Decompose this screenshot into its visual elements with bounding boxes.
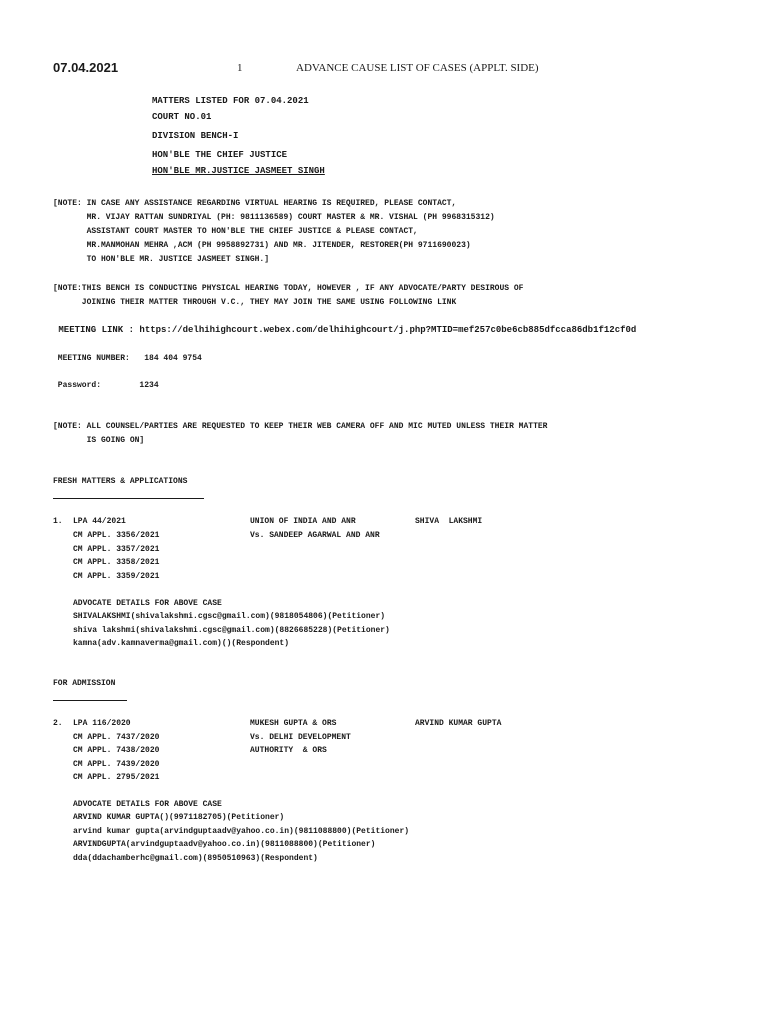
note-physical-hearing-line-1: [NOTE:THIS BENCH IS CONDUCTING PHYSICAL HEARING TODAY, HOWEVER , IF ANY ADVOCATE/PARTY DESIROUS OF bbox=[53, 284, 524, 293]
meeting-password: Password: 1234 bbox=[53, 381, 159, 390]
case-2-petitioner: MUKESH GUPTA & ORS bbox=[250, 719, 337, 728]
case-1-advocate-detail-2: shiva lakshmi(shivalakshmi.cgsc@gmail.com)(8826685228)(Petitioner) bbox=[73, 626, 390, 635]
cause-list-date: 07.04.2021 bbox=[53, 60, 119, 75]
matters-listed-for: MATTERS LISTED FOR 07.04.2021 bbox=[152, 96, 309, 106]
case-2-serial: 2. bbox=[53, 719, 63, 728]
note-virtual-hearing-line-1: [NOTE: IN CASE ANY ASSISTANCE REGARDING VIRTUAL HEARING IS REQUIRED, PLEASE CONTACT, bbox=[53, 199, 457, 208]
section-for-admission: FOR ADMISSION bbox=[53, 679, 116, 688]
note-camera-line-1: [NOTE: ALL COUNSEL/PARTIES ARE REQUESTED TO KEEP THEIR WEB CAMERA OFF AND MIC MUTED UNLESS THEIR MATTER bbox=[53, 422, 548, 431]
case-2-advocate-detail-1: ARVIND KUMAR GUPTA()(9971182705)(Petitioner) bbox=[73, 813, 285, 822]
note-camera-line-2: IS GOING ON] bbox=[53, 436, 145, 445]
case-1-respondent: Vs. SANDEEP AGARWAL AND ANR bbox=[250, 531, 380, 540]
case-1-advocate-detail-1: SHIVALAKSHMI(shivalakshmi.cgsc@gmail.com)(9818054806)(Petitioner) bbox=[73, 612, 386, 621]
meeting-link[interactable]: MEETING LINK : https://delhihighcourt.webex.com/delhihighcourt/j.php?MTID=mef257c0be6cb885dfcca86db1f12cf0d bbox=[53, 325, 637, 335]
case-1-advocate-detail-3: kamna(adv.kamnaverma@gmail.com)()(Respondent) bbox=[73, 639, 290, 648]
case-2-respondent-line-1: Vs. DELHI DEVELOPMENT bbox=[250, 733, 351, 742]
case-1-application-4: CM APPL. 3359/2021 bbox=[73, 572, 160, 581]
case-2-advocate-detail-2: arvind kumar gupta(arvindguptaadv@yahoo.co.in)(9811088800)(Petitioner) bbox=[73, 827, 410, 836]
case-1-application-3: CM APPL. 3358/2021 bbox=[73, 558, 160, 567]
case-1-application-1: CM APPL. 3356/2021 bbox=[73, 531, 160, 540]
case-1-application-2: CM APPL. 3357/2021 bbox=[73, 545, 160, 554]
section-fresh-matters: FRESH MATTERS & APPLICATIONS bbox=[53, 477, 188, 486]
case-2-advocate-detail-3: ARVINDGUPTA(arvindguptaadv@yahoo.co.in)(9811088800)(Petitioner) bbox=[73, 840, 376, 849]
note-virtual-hearing-line-2: MR. VIJAY RATTAN SUNDRIYAL (PH: 9811136589) COURT MASTER & MR. VISHAL (PH 9968315312) bbox=[53, 213, 495, 222]
case-1-advocate-heading: ADVOCATE DETAILS FOR ABOVE CASE bbox=[73, 599, 222, 608]
meeting-number: MEETING NUMBER: 184 404 9754 bbox=[53, 354, 202, 363]
case-1-advocate: SHIVA LAKSHMI bbox=[415, 517, 483, 526]
section-for-admission-rule bbox=[53, 700, 127, 701]
case-2-advocate: ARVIND KUMAR GUPTA bbox=[415, 719, 502, 728]
case-2-advocate-detail-4: dda(ddachamberhc@gmail.com)(8950510963)(Respondent) bbox=[73, 854, 318, 863]
court-number: COURT NO.01 bbox=[152, 112, 212, 122]
cause-list-title: ADVANCE CAUSE LIST OF CASES (APPLT. SIDE) bbox=[296, 62, 539, 74]
note-virtual-hearing-line-4: MR.MANMOHAN MEHRA ,ACM (PH 9958892731) AND MR. JITENDER, RESTORER(PH 9711690023) bbox=[53, 241, 471, 250]
judge-justice-jasmeet-singh: HON'BLE MR.JUSTICE JASMEET SINGH bbox=[152, 166, 325, 176]
note-virtual-hearing-line-5: TO HON'BLE MR. JUSTICE JASMEET SINGH.] bbox=[53, 255, 270, 264]
judge-chief-justice: HON'BLE THE CHIEF JUSTICE bbox=[152, 150, 288, 160]
note-physical-hearing-line-2: JOINING THEIR MATTER THROUGH V.C., THEY MAY JOIN THE SAME USING FOLLOWING LINK bbox=[53, 298, 457, 307]
case-1-number: LPA 44/2021 bbox=[73, 517, 126, 526]
case-2-respondent-line-2: AUTHORITY & ORS bbox=[250, 746, 327, 755]
case-1-serial: 1. bbox=[53, 517, 63, 526]
case-1-petitioner: UNION OF INDIA AND ANR bbox=[250, 517, 356, 526]
page-number: 1 bbox=[237, 62, 243, 74]
case-2-application-1: CM APPL. 7437/2020 bbox=[73, 733, 160, 742]
case-2-application-4: CM APPL. 2795/2021 bbox=[73, 773, 160, 782]
section-fresh-matters-rule bbox=[53, 498, 204, 499]
note-virtual-hearing-line-3: ASSISTANT COURT MASTER TO HON'BLE THE CHIEF JUSTICE & PLEASE CONTACT, bbox=[53, 227, 418, 236]
case-2-number: LPA 116/2020 bbox=[73, 719, 131, 728]
case-2-application-2: CM APPL. 7438/2020 bbox=[73, 746, 160, 755]
case-2-application-3: CM APPL. 7439/2020 bbox=[73, 760, 160, 769]
case-2-advocate-heading: ADVOCATE DETAILS FOR ABOVE CASE bbox=[73, 800, 222, 809]
division-bench: DIVISION BENCH-I bbox=[152, 131, 239, 141]
